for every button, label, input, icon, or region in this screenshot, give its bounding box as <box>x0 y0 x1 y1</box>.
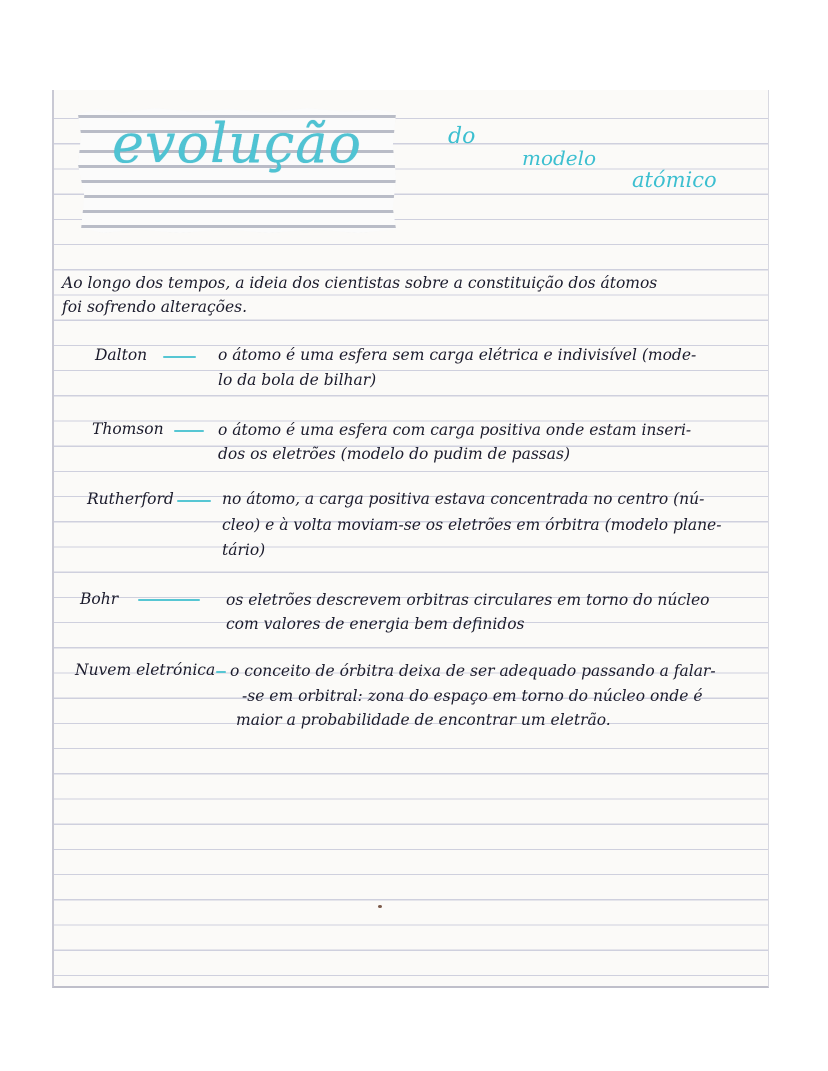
model-label-thomson: Thomson <box>92 420 164 438</box>
title-modelo: modelo <box>522 146 597 170</box>
intro-line-1: Ao longo dos tempos, a ideia dos cientistas sobre a constituição dos átomos <box>62 274 658 292</box>
title-atomico: atómico <box>632 168 717 192</box>
model-text-dalton-1: o átomo é uma esfera sem carga elétrica e indivisível (mode- <box>218 346 697 364</box>
intro-line-2: foi sofrendo alterações. <box>62 298 248 316</box>
model-text-bohr-1: os eletrões descrevem orbitras circulares em torno do núcleo <box>226 591 710 609</box>
model-text-thomson-2: dos os eletrões (modelo do pudim de passas) <box>218 445 570 463</box>
dash-dalton <box>163 356 196 358</box>
model-text-nuvem-3: maior a probabilidade de encontrar um eletrão. <box>236 711 611 729</box>
model-text-nuvem-1: o conceito de órbitra deixa de ser adequado passando a falar- <box>230 662 716 680</box>
dash-nuvem <box>216 671 226 673</box>
model-text-bohr-2: com valores de energia bem definidos <box>226 615 525 633</box>
title-do: do <box>448 124 476 149</box>
dash-bohr <box>138 599 200 601</box>
model-text-thomson-1: o átomo é uma esfera com carga positiva onde estam inseri- <box>218 421 692 439</box>
model-text-rutherford-2: cleo) e à volta moviam-se os eletrões em órbitra (modelo plane- <box>222 516 722 534</box>
model-label-dalton: Dalton <box>95 346 148 364</box>
model-label-nuvem-eletronica: Nuvem eletrónica <box>75 661 216 679</box>
model-text-rutherford-1: no átomo, a carga positiva estava concentrada no centro (nú- <box>222 490 705 508</box>
model-text-nuvem-2: -se em orbitral: zona do espaço em torno do núcleo onde é <box>242 687 703 705</box>
model-text-dalton-2: lo da bola de bilhar) <box>218 371 377 389</box>
paper-speck <box>378 905 382 908</box>
dash-thomson <box>174 430 204 432</box>
model-label-bohr: Bohr <box>80 590 119 608</box>
model-label-rutherford: Rutherford <box>87 490 174 508</box>
title-evolucao: evolução <box>112 112 362 175</box>
model-text-rutherford-3: tário) <box>222 541 266 559</box>
dash-rutherford <box>177 500 211 502</box>
